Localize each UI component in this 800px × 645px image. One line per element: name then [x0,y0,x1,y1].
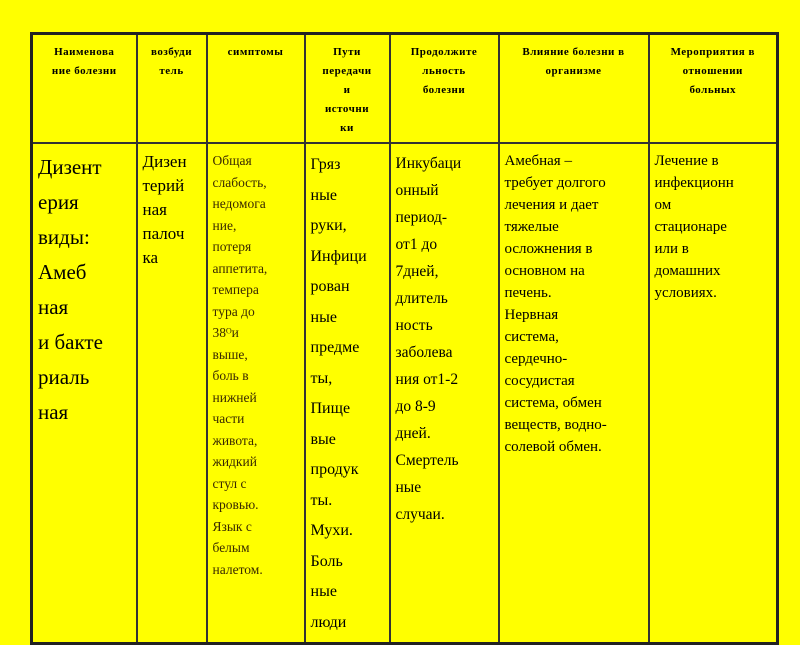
header-disease-name: Наименова ние болезни [32,34,137,144]
header-transmission: Пути передачи и источни ки [305,34,390,144]
cell-measures: Лечение в инфекционн ом стационаре или в домашних условиях. [649,143,778,644]
cell-effect: Амебная – требует долгого лечения и дает тяжелые осложнения в основном на печень. Нервная система, сердечно- сосудистая система, обмен веществ, водно- солевой обмен. [499,143,649,644]
cell-disease: Дизент ерия виды: Амеб ная и бакте риаль ная [32,143,137,644]
disease-table [30,32,779,645]
cell-symptoms: Общая слабость, недомога ние, потеря аппетита, темпера тура до 38ᴼи выше, боль в нижней части живота, жидкий стул с кровью. Язык с белым налетом. [207,143,305,644]
header-agent: возбуди тель [137,34,207,144]
cell-duration: Инкубаци онный период- от1 до 7дней, длитель ность заболева ния от1-2 до 8-9 дней. Смертель ные случаи. [390,143,499,644]
cell-agent: Дизен терий ная палоч ка [137,143,207,644]
header-symptoms: симптомы [207,34,305,144]
header-duration: Продолжите льность болезни [390,34,499,144]
header-measures: Мероприятия в отношении больных [649,34,778,144]
cell-transmission: Гряз ные руки, Инфици рован ные предме ты, Пище вые продук ты. Мухи. Боль ные люди [305,143,390,644]
table-row [32,143,778,644]
header-effect: Влияние болезни в организме [499,34,649,144]
header-row [32,34,778,144]
